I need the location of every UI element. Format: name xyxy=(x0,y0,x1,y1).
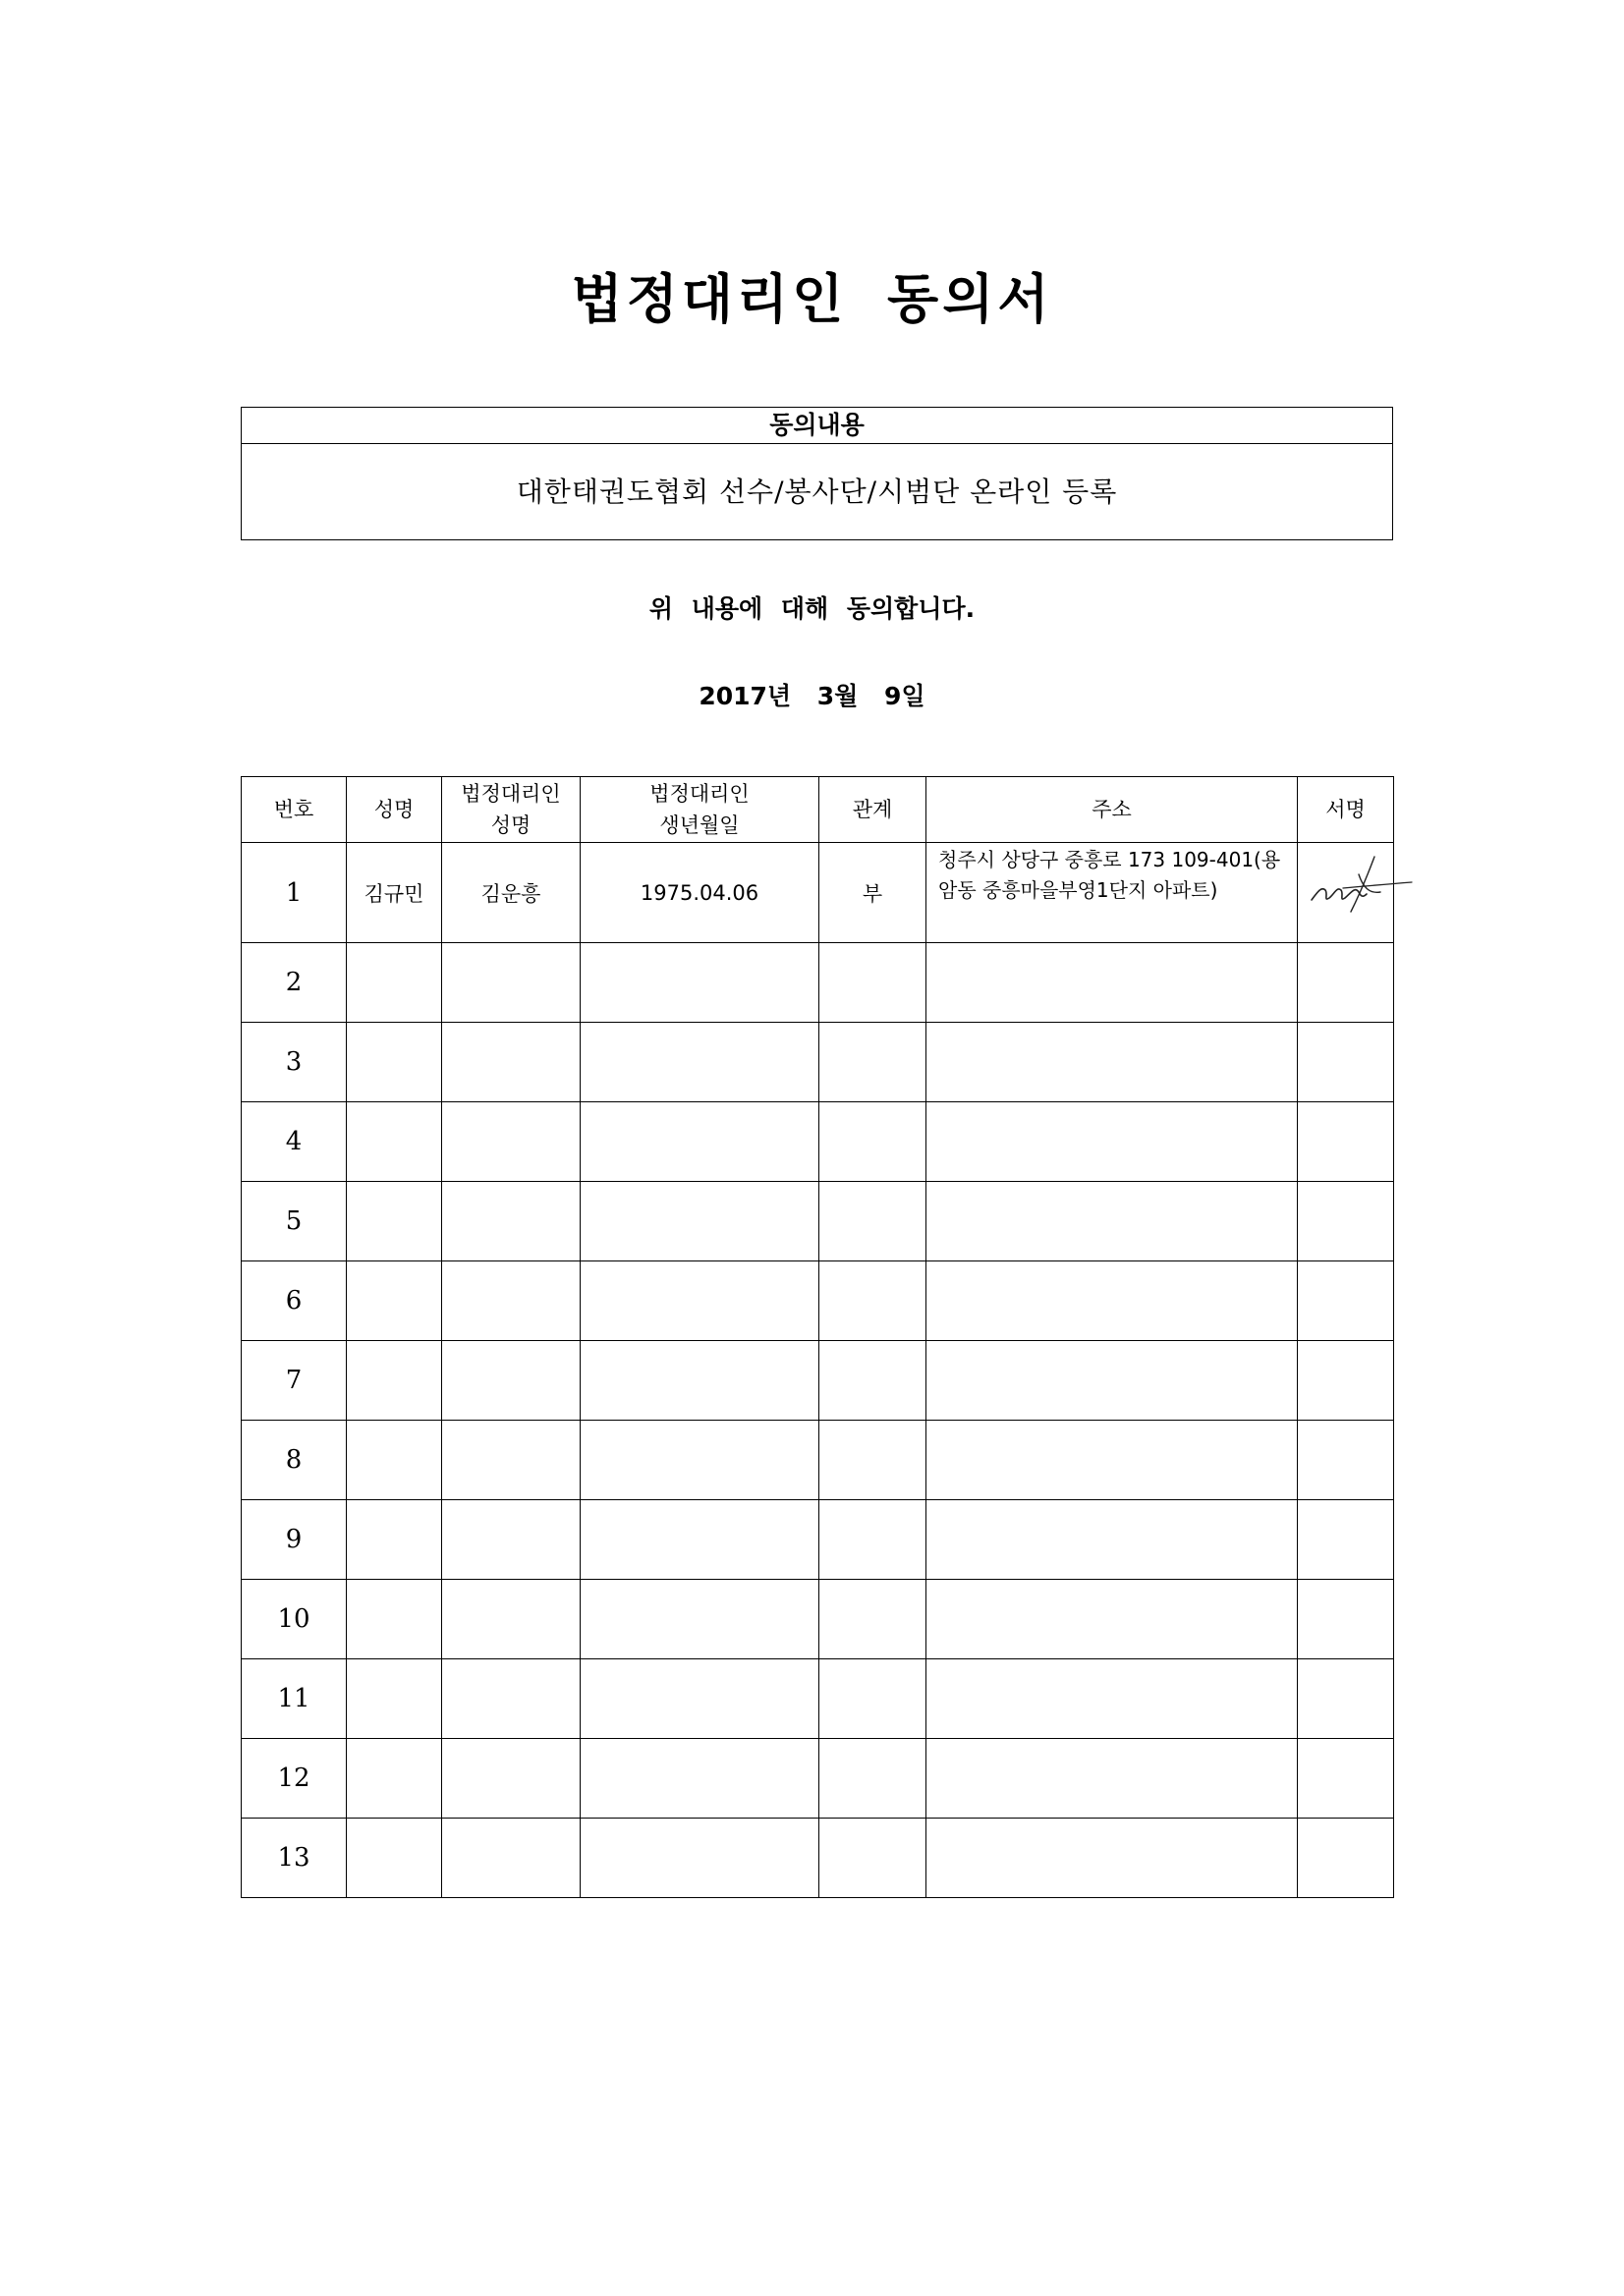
row-number: 12 xyxy=(242,1739,347,1819)
row-signature xyxy=(1298,1341,1394,1421)
row-relation: 부 xyxy=(819,843,926,943)
header-name: 성명 xyxy=(347,777,442,843)
row-guardian-birth xyxy=(581,1341,819,1421)
row-name xyxy=(347,1182,442,1261)
row-signature xyxy=(1298,1500,1394,1580)
row-address xyxy=(926,1341,1298,1421)
row-number: 4 xyxy=(242,1102,347,1182)
consent-date: 2017년 3월 9일 xyxy=(699,682,925,710)
row-guardian-name xyxy=(442,1182,581,1261)
header-address: 주소 xyxy=(926,777,1298,843)
row-signature xyxy=(1298,943,1394,1023)
row-address xyxy=(926,943,1298,1023)
header-guardian-birth-line2: 생년월일 xyxy=(659,813,740,837)
row-name xyxy=(347,1500,442,1580)
row-signature xyxy=(1298,1739,1394,1819)
row-guardian-birth xyxy=(581,1102,819,1182)
row-relation xyxy=(819,1261,926,1341)
row-name xyxy=(347,1739,442,1819)
header-guardian-name-line2: 성명 xyxy=(490,813,532,837)
row-number: 10 xyxy=(242,1580,347,1659)
row-guardian-birth: 1975.04.06 xyxy=(581,843,819,943)
table-row xyxy=(242,1421,1394,1500)
row-name: 김규민 xyxy=(347,843,442,943)
row-number: 1 xyxy=(242,843,347,943)
row-guardian-birth xyxy=(581,1819,819,1898)
row-number: 7 xyxy=(242,1341,347,1421)
row-relation xyxy=(819,943,926,1023)
row-signature xyxy=(1298,1261,1394,1341)
row-name xyxy=(347,1102,442,1182)
row-address xyxy=(926,1023,1298,1102)
row-number: 6 xyxy=(242,1261,347,1341)
row-guardian-name xyxy=(442,1500,581,1580)
row-guardian-name xyxy=(442,943,581,1023)
row-signature xyxy=(1298,1659,1394,1739)
row-signature xyxy=(1298,1023,1394,1102)
row-relation xyxy=(819,1659,926,1739)
row-guardian-name xyxy=(442,1261,581,1341)
consent-header: 동의내용 xyxy=(242,408,1392,444)
row-guardian-name xyxy=(442,1659,581,1739)
table-row xyxy=(242,1261,1394,1341)
table-row xyxy=(242,1819,1394,1898)
row-relation xyxy=(819,1023,926,1102)
row-guardian-name xyxy=(442,1102,581,1182)
row-address xyxy=(926,1819,1298,1898)
header-signature: 서명 xyxy=(1298,777,1394,843)
row-name xyxy=(347,943,442,1023)
row-guardian-name xyxy=(442,1421,581,1500)
header-guardian-birth-line1: 법정대리인 xyxy=(649,782,750,806)
document-title: 법정대리인 동의서 xyxy=(571,268,1053,330)
row-number: 13 xyxy=(242,1819,347,1898)
row-guardian-birth xyxy=(581,1500,819,1580)
header-number: 번호 xyxy=(242,777,347,843)
row-name xyxy=(347,1421,442,1500)
row-relation xyxy=(819,1500,926,1580)
header-guardian-name-line1: 법정대리인 xyxy=(461,782,561,806)
row-signature xyxy=(1298,1102,1394,1182)
row-address xyxy=(926,1182,1298,1261)
row-guardian-birth xyxy=(581,1421,819,1500)
row-guardian-birth xyxy=(581,1261,819,1341)
row-relation xyxy=(819,1341,926,1421)
row-address: 청주시 상당구 중흥로 173 109-401(용암동 중흥마을부영1단지 아파트) xyxy=(926,843,1298,943)
row-address xyxy=(926,1261,1298,1341)
header-relation: 관계 xyxy=(819,777,926,843)
row-guardian-name xyxy=(442,1819,581,1898)
agreement-statement: 위 내용에 대해 동의합니다. xyxy=(648,594,976,623)
row-number: 11 xyxy=(242,1659,347,1739)
row-name xyxy=(347,1819,442,1898)
row-guardian-name: 김운흥 xyxy=(442,843,581,943)
row-number: 9 xyxy=(242,1500,347,1580)
table-row xyxy=(242,1659,1394,1739)
row-signature xyxy=(1298,1421,1394,1500)
row-guardian-name xyxy=(442,1739,581,1819)
row-relation xyxy=(819,1580,926,1659)
consent-content: 대한태권도협회 선수/봉사단/시범단 온라인 등록 xyxy=(516,476,1118,508)
table-row xyxy=(242,1182,1394,1261)
row-guardian-birth xyxy=(581,1023,819,1102)
table-row xyxy=(242,943,1394,1023)
row-guardian-birth xyxy=(581,1659,819,1739)
table-header-row xyxy=(242,777,1394,843)
row-relation xyxy=(819,1102,926,1182)
row-number: 3 xyxy=(242,1023,347,1102)
row-guardian-name xyxy=(442,1341,581,1421)
row-address xyxy=(926,1102,1298,1182)
row-relation xyxy=(819,1182,926,1261)
row-address xyxy=(926,1421,1298,1500)
table-row xyxy=(242,1341,1394,1421)
row-name xyxy=(347,1341,442,1421)
table-row xyxy=(242,1500,1394,1580)
guardian-roster-table xyxy=(241,776,1394,1898)
row-guardian-birth xyxy=(581,1182,819,1261)
row-signature xyxy=(1298,1819,1394,1898)
row-guardian-birth xyxy=(581,1580,819,1659)
header-guardian-name xyxy=(442,777,581,843)
table-row xyxy=(242,1580,1394,1659)
table-row xyxy=(242,1023,1394,1102)
row-address xyxy=(926,1580,1298,1659)
row-guardian-name xyxy=(442,1023,581,1102)
row-guardian-birth xyxy=(581,1739,819,1819)
row-name xyxy=(347,1261,442,1341)
row-guardian-name xyxy=(442,1580,581,1659)
handwritten-signature xyxy=(1304,849,1414,920)
row-signature xyxy=(1298,843,1394,943)
row-guardian-birth xyxy=(581,943,819,1023)
row-relation xyxy=(819,1739,926,1819)
row-address xyxy=(926,1739,1298,1819)
row-relation xyxy=(819,1421,926,1500)
row-number: 5 xyxy=(242,1182,347,1261)
row-name xyxy=(347,1659,442,1739)
header-guardian-birth xyxy=(581,777,819,843)
row-relation xyxy=(819,1819,926,1898)
row-address xyxy=(926,1659,1298,1739)
table-row xyxy=(242,1102,1394,1182)
row-signature xyxy=(1298,1182,1394,1261)
consent-box xyxy=(241,407,1393,540)
row-number: 2 xyxy=(242,943,347,1023)
row-signature xyxy=(1298,1580,1394,1659)
table-row xyxy=(242,1739,1394,1819)
row-name xyxy=(347,1580,442,1659)
row-address xyxy=(926,1500,1298,1580)
row-number: 8 xyxy=(242,1421,347,1500)
table-row xyxy=(242,843,1394,943)
row-name xyxy=(347,1023,442,1102)
